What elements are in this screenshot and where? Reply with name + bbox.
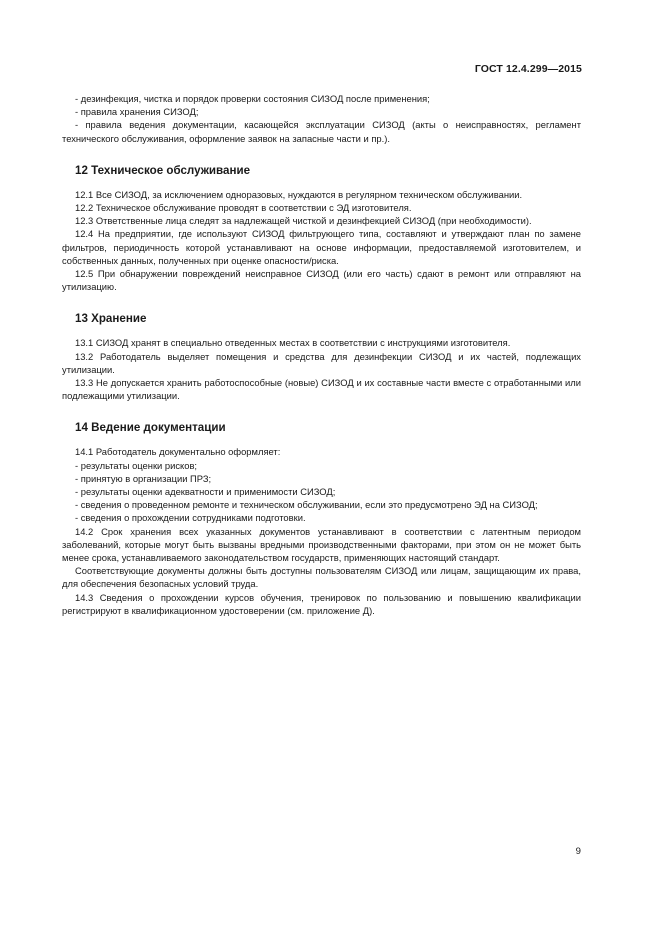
list-item: - сведения о проведенном ремонте и техническом обслуживании, если это предусмотрено ЭД на СИЗОД; — [75, 499, 538, 511]
list-item: - результаты оценки рисков; — [75, 459, 198, 471]
page-number: 9 — [575, 846, 581, 857]
list-item: - сведения о прохождении сотрудниками подготовки. — [75, 512, 306, 524]
paragraph-13-1: 13.1 СИЗОД хранят в специально отведенных местах в соответствии с инструкциями изготовителя. — [75, 337, 511, 349]
paragraph-12-1: 12.1 Все СИЗОД, за исключением одноразовых, нуждаются в регулярном техническом обслуживании. — [75, 188, 523, 200]
paragraph-12-3: 12.3 Ответственные лица следят за надлежащей чисткой и дезинфекцией СИЗОД (при необходимости). — [75, 215, 532, 227]
section-12-heading: 12 Техническое обслуживание — [75, 163, 251, 177]
paragraph-14-2-cont: Соответствующие документы должны быть доступны пользователям СИЗОД или лицам, защищающим их права, для обеспечения безопасных условий труда. — [62, 565, 581, 590]
paragraph-14-3: 14.3 Сведения о прохождении курсов обучения, тренировок по пользованию и повышению квалификации регистрируют в квалификационном удостоверении (см. приложение Д). — [62, 591, 581, 616]
intro-item: - правила хранения СИЗОД; — [75, 106, 199, 118]
list-item: - результаты оценки адекватности и применимости СИЗОД; — [75, 486, 336, 498]
paragraph-12-5: 12.5 При обнаружении повреждений неисправное СИЗОД (или его часть) сдают в ремонт или отправляют на утилизацию. — [62, 268, 581, 293]
document-code: ГОСТ 12.4.299—2015 — [474, 63, 582, 75]
list-item: - принятую в организации ПРЗ; — [75, 472, 212, 484]
page-content — [62, 92, 581, 617]
paragraph-14-1: 14.1 Работодатель документально оформляет: — [75, 446, 281, 458]
paragraph-13-3: 13.3 Не допускается хранить работоспособные (новые) СИЗОД и их составные части вместе с отработанными или подлежащими утилизации. — [62, 377, 581, 402]
intro-item: - дезинфекция, чистка и порядок проверки состояния СИЗОД после применения; — [75, 93, 430, 104]
paragraph-12-4: 12.4 На предприятии, где используют СИЗОД фильтрующего типа, составляют и утверждают план по замене фильтров, периодичность которой устанавливают на основе информации, предоставляемой изготовителем, и собственных данных, полученных при оценке опасности/риска. — [62, 228, 581, 266]
intro-item: - правила ведения документации, касающейся эксплуатации СИЗОД (акты о неисправностях, регламент технического обслуживания, оформление заявок на запасные части и пр.). — [62, 119, 581, 144]
paragraph-13-2: 13.2 Работодатель выделяет помещения и средства для дезинфекции СИЗОД и их частей, подлежащих утилизации. — [62, 350, 581, 375]
paragraph-12-2: 12.2 Техническое обслуживание проводят в соответствии с ЭД изготовителя. — [75, 202, 412, 214]
paragraph-14-2: 14.2 Срок хранения всех указанных документов устанавливают в соответствии с латентным периодом заболеваний, которые могут быть вызваны вредными производственными факторами, при этом он не может быть менее срока, устанавливаемого законодательством государств, применяющих настоящий стандарт. — [62, 525, 581, 564]
section-13-heading: 13 Хранение — [75, 312, 147, 326]
section-14-heading: 14 Ведение документации — [75, 421, 226, 435]
